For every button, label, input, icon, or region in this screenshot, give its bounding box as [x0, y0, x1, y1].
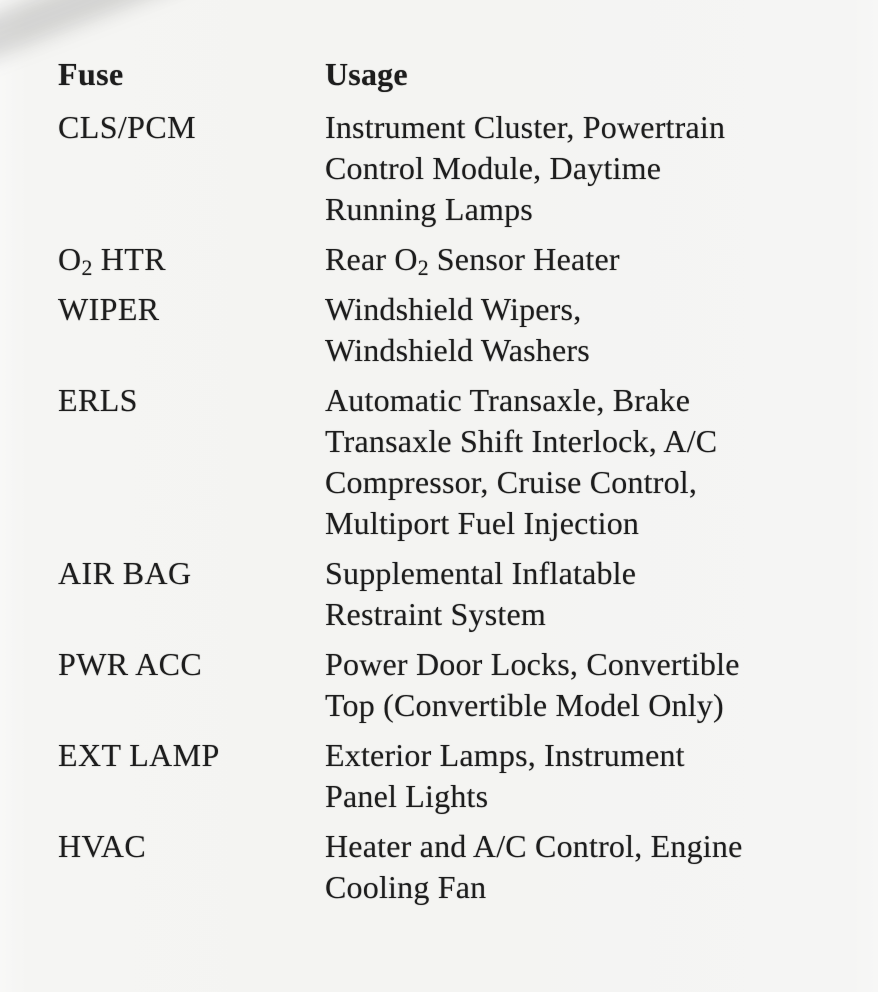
fuse-code: EXT LAMP [58, 737, 220, 773]
usage-line: Windshield Washers [325, 332, 590, 368]
usage-line: Transaxle Shift Interlock, A/C [325, 423, 718, 459]
table-row [58, 644, 842, 726]
table-header-row [58, 54, 842, 95]
usage-line: Exterior Lamps, Instrument [325, 737, 685, 773]
usage-line: Heater and A/C Control, Engine [325, 828, 743, 864]
table-body [58, 107, 842, 908]
table-row [58, 380, 842, 544]
usage-text [325, 735, 842, 817]
usage-line: Multiport Fuel Injection [325, 505, 640, 541]
fuse-column-header: Fuse [58, 56, 124, 92]
fuse-code: AIR BAG [58, 555, 192, 591]
usage-line: Restraint System [325, 596, 546, 632]
fuse-code: $O_2$ HTR [58, 241, 166, 280]
usage-line: Top (Convertible Model Only) [325, 687, 724, 723]
usage-line: Rear $O_2$ Sensor Heater [325, 241, 620, 280]
usage-line: Running Lamps [325, 191, 533, 227]
usage-line: Panel Lights [325, 778, 489, 814]
subscript-2: 2 [417, 255, 429, 280]
table-row [58, 239, 842, 280]
subscript-2: 2 [81, 255, 93, 280]
usage-line: Supplemental Inflatable [325, 555, 637, 591]
usage-line: Automatic Transaxle, Brake [325, 382, 691, 418]
fuse-code: WIPER [58, 291, 160, 327]
table-row [58, 735, 842, 817]
usage-line: Instrument Cluster, Powertrain [325, 109, 726, 145]
fuse-usage-table [58, 54, 842, 917]
fuse-code: CLS/PCM [58, 109, 196, 145]
usage-line: Windshield Wipers, [325, 291, 582, 327]
usage-line: Power Door Locks, Convertible [325, 646, 740, 682]
usage-line: Cooling Fan [325, 869, 487, 905]
usage-text [325, 239, 842, 280]
fuse-code: HVAC [58, 828, 147, 864]
usage-text [325, 107, 842, 230]
table-row [58, 553, 842, 635]
usage-text [325, 553, 842, 635]
table-row [58, 289, 842, 371]
usage-text [325, 644, 842, 726]
usage-line: Compressor, Cruise Control, [325, 464, 698, 500]
usage-column-header: Usage [325, 56, 408, 92]
usage-text [325, 826, 842, 908]
fuse-code: PWR ACC [58, 646, 203, 682]
fuse-code: ERLS [58, 382, 138, 418]
table-row [58, 107, 842, 230]
table-row [58, 826, 842, 908]
usage-text [325, 289, 842, 371]
usage-line: Control Module, Daytime [325, 150, 662, 186]
usage-text [325, 380, 842, 544]
